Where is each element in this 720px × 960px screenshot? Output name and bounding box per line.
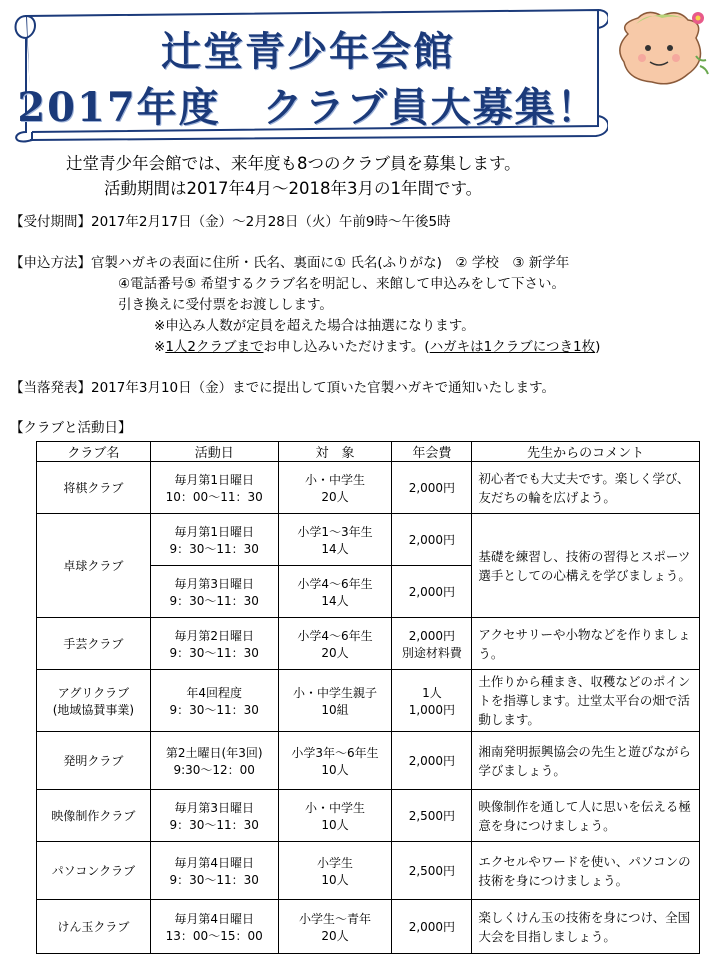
fee: 2,500円: [392, 790, 472, 842]
activity-cell: [150, 790, 278, 842]
comment: 楽しくけん玉の技術を身につけ、全国大会を目指しましょう。: [472, 900, 700, 954]
target-cell: [278, 670, 392, 732]
club-name: 将棋クラブ: [37, 462, 151, 514]
activity-day: 毎月第3日曜日: [174, 576, 255, 591]
club-name: 発明クラブ: [37, 732, 151, 790]
club-name: 手芸クラブ: [37, 618, 151, 670]
activity-cell: [150, 514, 278, 566]
comment: 映像制作を通して人に思いを伝える極意を身につけましょう。: [472, 790, 700, 842]
table-row: [37, 514, 700, 566]
capacity: 10組: [321, 702, 349, 717]
header-activity-day: 活動日: [150, 442, 278, 462]
fee: 2,000円: [392, 732, 472, 790]
activity-time: 9：30～11：30: [169, 593, 259, 608]
header-comment: 先生からのコメント: [472, 442, 700, 462]
activity-day: 年4回程度: [186, 685, 243, 700]
activity-cell: [150, 842, 278, 900]
target: 小学1～3年生: [297, 524, 373, 539]
fee: 2,000円: [392, 514, 472, 566]
fee: 2,000円: [408, 628, 456, 643]
activity-day: 毎月第4日曜日: [174, 855, 255, 870]
activity-time: 10：00～11：30: [165, 489, 263, 504]
note-mid: お申し込みいただけます。(: [263, 339, 430, 355]
clubs-table: [36, 441, 700, 954]
comment: エクセルやワードを使い、パソコンの技術を身につけましょう。: [472, 842, 700, 900]
capacity: 20人: [321, 928, 349, 943]
target: 小・中学生: [305, 800, 366, 815]
activity-time: 9：30～11：30: [169, 817, 259, 832]
note-postcard: ハガキは1クラブにつき1枚: [429, 339, 596, 355]
title-line-2: 2017年度 クラブ員大募集！: [17, 84, 599, 131]
club-name: 映像制作クラブ: [37, 790, 151, 842]
activity-time: 9:30～12：00: [173, 762, 255, 777]
comment: 初心者でも大丈夫です。楽しく学び、友だちの輪を広げよう。: [472, 462, 700, 514]
mascot-icon: [608, 4, 716, 88]
comment: 基礎を練習し、技術の習得とスポーツ選手としての心構えを学びましょう。: [472, 514, 700, 618]
target-cell: [278, 514, 392, 566]
table-row: [37, 732, 700, 790]
activity-time: 9：30～11：30: [169, 541, 259, 556]
application-line-3: 引き換えに受付票をお渡しします。: [118, 297, 333, 313]
target-cell: [278, 732, 392, 790]
fee: 2,000円: [392, 462, 472, 514]
activity-day: 第2土曜日(年3回): [165, 745, 263, 760]
activity-cell: [150, 566, 278, 618]
activity-time: 9：30～11：30: [169, 645, 259, 660]
header-fee: 年会費: [392, 442, 472, 462]
title-line-1: 辻堂青少年会館: [161, 28, 455, 75]
club-name: 卓球クラブ: [37, 514, 151, 618]
announcement: 【当落発表】2017年3月10日（金）までに提出して頂いた官製ハガキで通知いたします。: [10, 380, 556, 396]
clubs-heading: 【クラブと活動日】: [10, 420, 132, 436]
target: 小学4～6年生: [297, 576, 373, 591]
title-banner: [8, 6, 600, 131]
target: 小・中学生: [305, 472, 366, 487]
activity-time: 13：00～15：00: [165, 928, 263, 943]
table-row: [37, 790, 700, 842]
table-header-row: [37, 442, 700, 462]
activity-day: 毎月第2日曜日: [174, 628, 255, 643]
header-target: 対 象: [278, 442, 392, 462]
activity-cell: [150, 732, 278, 790]
activity-day: 毎月第1日曜日: [174, 472, 255, 487]
capacity: 14人: [321, 593, 349, 608]
header-club-name: クラブ名: [37, 442, 151, 462]
club-name: けん玉クラブ: [37, 900, 151, 954]
fee: 2,500円: [392, 842, 472, 900]
fee-note: 別途材料費: [401, 645, 462, 660]
activity-cell: [150, 462, 278, 514]
comment: 湘南発明振興協会の先生と遊びながら学びましょう。: [472, 732, 700, 790]
capacity: 10人: [321, 762, 349, 777]
reception-period: 【受付期間】2017年2月17日（金）～2月28日（火）午前9時～午後5時: [10, 214, 451, 230]
intro-line-1: 辻堂青少年会館では、来年度も8つのクラブ員を募集します。: [66, 154, 521, 173]
target: 小学3年～6年生: [291, 745, 379, 760]
activity-time: 9：30～11：30: [169, 872, 259, 887]
target: 小学生: [317, 855, 354, 870]
target-cell: [278, 566, 392, 618]
fee-cell: [392, 670, 472, 732]
activity-cell: [150, 900, 278, 954]
club-name: アグリクラブ: [57, 685, 130, 700]
application-line-2: ④電話番号⑤ 希望するクラブ名を明記し、来館して申込みをして下さい。: [118, 276, 565, 292]
target-cell: [278, 842, 392, 900]
fee-cell: [392, 618, 472, 670]
target-cell: [278, 790, 392, 842]
activity-cell: [150, 618, 278, 670]
application-note-2: [154, 335, 600, 355]
table-row: [37, 462, 700, 514]
activity-day: 毎月第1日曜日: [174, 524, 255, 539]
application-note-1: ※申込み人数が定員を超えた場合は抽選になります。: [154, 318, 475, 334]
target-cell: [278, 900, 392, 954]
table-row: [37, 618, 700, 670]
fee: 2,000円: [392, 566, 472, 618]
target: 小・中学生親子: [293, 685, 378, 700]
target: 小学4～6年生: [297, 628, 373, 643]
capacity: 20人: [321, 489, 349, 504]
table-row: [37, 900, 700, 954]
activity-cell: [150, 670, 278, 732]
activity-day: 毎月第3日曜日: [174, 800, 255, 815]
target: 小学生～青年: [299, 911, 372, 926]
capacity: 10人: [321, 817, 349, 832]
club-name: パソコンクラブ: [37, 842, 151, 900]
note-limit: 1人2クラブまで: [165, 339, 264, 355]
activity-day: 毎月第4日曜日: [174, 911, 255, 926]
fee-amount: 1,000円: [408, 702, 456, 717]
fee: 1人: [422, 685, 442, 700]
target-cell: [278, 462, 392, 514]
capacity: 20人: [321, 645, 349, 660]
note-prefix: ※: [154, 339, 166, 355]
club-name-note: (地域協賛事業): [52, 702, 135, 717]
club-name-cell: [37, 670, 151, 732]
note-suffix: ): [595, 339, 601, 355]
table-row: [37, 842, 700, 900]
activity-time: 9：30～11：30: [169, 702, 259, 717]
capacity: 10人: [321, 872, 349, 887]
application-line-1: 【申込方法】官製ハガキの表面に住所・氏名、裏面に① 氏名(ふりがな) ② 学校 ③ 新学年: [10, 255, 570, 271]
table-row: [37, 670, 700, 732]
comment: 土作りから種まき、収穫などのポイントを指導します。辻堂太平台の畑で活動します。: [472, 670, 700, 732]
target-cell: [278, 618, 392, 670]
intro-line-2: 活動期間は2017年4月～2018年3月の1年間です。: [104, 179, 483, 198]
fee: 2,000円: [392, 900, 472, 954]
comment: アクセサリーや小物などを作りましょう。: [472, 618, 700, 670]
capacity: 14人: [321, 541, 349, 556]
